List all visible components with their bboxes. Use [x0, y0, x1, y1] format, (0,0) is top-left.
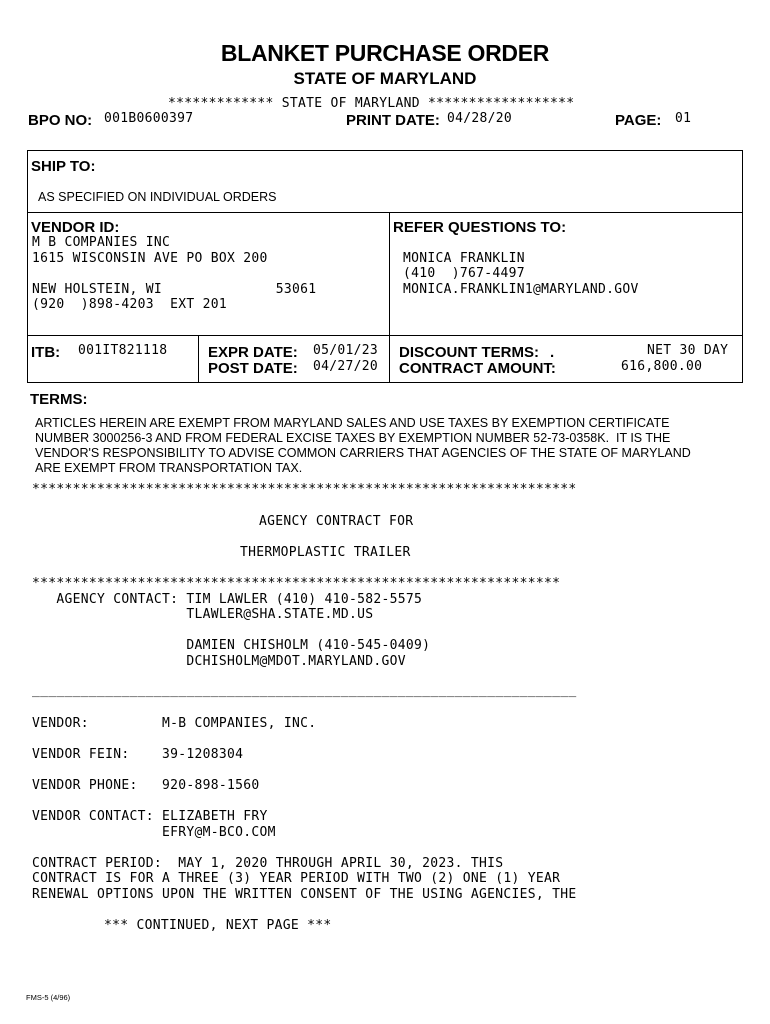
bpo-label: BPO NO:: [28, 112, 93, 129]
vendor-line-4: (920 )898-4203 EXT 201: [32, 297, 228, 312]
itb-value: 001IT821118: [78, 343, 168, 358]
ship-to-value: AS SPECIFIED ON INDIVIDUAL ORDERS: [38, 190, 277, 204]
refer-email: MONICA.FRANKLIN1@MARYLAND.GOV: [403, 282, 639, 297]
agency-contact-line-2: TLAWLER@SHA.STATE.MD.US: [32, 607, 374, 622]
agency-contract-heading: AGENCY CONTRACT FOR: [259, 514, 414, 529]
vendor-line-3: NEW HOLSTEIN, WI 53061: [32, 282, 317, 297]
print-date-label: PRINT DATE:: [346, 112, 440, 129]
contract-amount-value: 616,800.00: [621, 359, 703, 374]
discount-terms-label: DISCOUNT TERMS:: [399, 344, 539, 361]
vendor-contact-line-1: VENDOR CONTACT: ELIZABETH FRY: [32, 809, 268, 824]
ship-to-label: SHIP TO:: [31, 158, 96, 175]
refer-phone: (410 )767-4497: [403, 266, 525, 281]
contract-amount-label: CONTRACT AMOUNT:: [399, 360, 556, 377]
vendor-phone-line: VENDOR PHONE: 920-898-1560: [32, 778, 260, 793]
stars-divider-top: *******************************************************************: [32, 482, 577, 497]
page-label: PAGE:: [615, 112, 662, 129]
expr-date-label: EXPR DATE:: [208, 344, 298, 361]
post-date-value: 04/27/20: [313, 359, 379, 374]
discount-terms-value: NET 30 DAY: [647, 343, 729, 358]
vendor-id-label: VENDOR ID:: [31, 219, 120, 236]
underline-divider: ___________________________________________________________________: [32, 683, 577, 698]
print-date-value: 04/28/20: [447, 111, 513, 126]
vendor-line-1: M B COMPANIES INC: [32, 235, 171, 250]
terms-line-4: ARE EXEMPT FROM TRANSPORTATION TAX.: [35, 461, 303, 475]
state-banner: ************* STATE OF MARYLAND ******************: [168, 96, 575, 111]
bpo-number: 001B0600397: [104, 111, 194, 126]
vendor-fein-line: VENDOR FEIN: 39-1208304: [32, 747, 244, 762]
agency-contact-line-3: DAMIEN CHISHOLM (410-545-0409): [32, 638, 431, 653]
vendor-line-2: 1615 WISCONSIN AVE PO BOX 200: [32, 251, 268, 266]
agency-contact-line-1: AGENCY CONTACT: TIM LAWLER (410) 410-582-5575: [32, 592, 423, 607]
stars-divider-bottom: *****************************************************************: [32, 576, 561, 591]
contract-period-line-1: CONTRACT PERIOD: MAY 1, 2020 THROUGH APRIL 30, 2023. THIS: [32, 856, 504, 871]
divider-vendor-contract: [27, 335, 743, 336]
discount-terms-dot: .: [550, 344, 555, 361]
refer-questions-label: REFER QUESTIONS TO:: [393, 219, 567, 236]
contract-period-line-2: CONTRACT IS FOR A THREE (3) YEAR PERIOD WITH TWO (2) ONE (1) YEAR: [32, 871, 561, 886]
continued-notice: *** CONTINUED, NEXT PAGE ***: [104, 918, 332, 933]
terms-line-2: NUMBER 3000256-3 AND FROM FEDERAL EXCISE TAXES BY EXEMPTION NUMBER 52-73-0358K. IT IS THE: [35, 431, 671, 445]
terms-line-3: VENDOR'S RESPONSIBILITY TO ADVISE COMMON CARRIERS THAT AGENCIES OF THE STATE OF MARYLAND: [35, 446, 691, 460]
vendor-name-line: VENDOR: M-B COMPANIES, INC.: [32, 716, 317, 731]
document-subtitle: STATE OF MARYLAND: [293, 69, 477, 88]
document-title: BLANKET PURCHASE ORDER: [220, 40, 550, 66]
divider-vertical-itb: [198, 335, 199, 383]
form-id: FMS-5 (4/96): [26, 993, 71, 1002]
agency-contact-line-4: DCHISHOLM@MDOT.MARYLAND.GOV: [32, 654, 406, 669]
post-date-label: POST DATE:: [208, 360, 298, 377]
divider-ship-vendor: [27, 212, 743, 213]
divider-vertical-main: [389, 212, 390, 383]
vendor-contact-line-2: EFRY@M-BCO.COM: [32, 825, 276, 840]
terms-label: TERMS:: [30, 391, 88, 408]
terms-line-1: ARTICLES HEREIN ARE EXEMPT FROM MARYLAND SALES AND USE TAXES BY EXEMPTION CERTIFICATE: [35, 416, 670, 430]
contract-period-line-3: RENEWAL OPTIONS UPON THE WRITTEN CONSENT OF THE USING AGENCIES, THE: [32, 887, 577, 902]
refer-name: MONICA FRANKLIN: [403, 251, 525, 266]
expr-date-value: 05/01/23: [313, 343, 379, 358]
itb-label: ITB:: [31, 344, 61, 361]
page-number: 01: [675, 111, 692, 126]
contract-item: THERMOPLASTIC TRAILER: [240, 545, 411, 560]
